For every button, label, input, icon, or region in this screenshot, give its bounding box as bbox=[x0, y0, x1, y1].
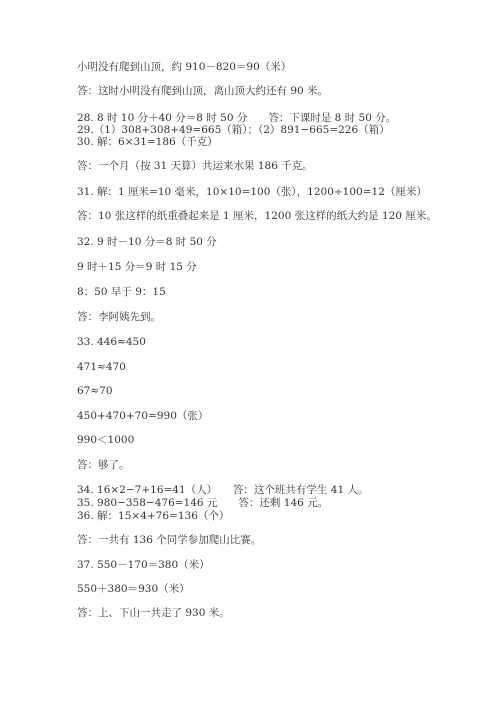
text-line: 32. 9 时－10 分＝8 时 50 分 bbox=[77, 236, 217, 248]
text-line: 答：够了。 bbox=[77, 459, 130, 471]
text-line: 31. 解：1 厘米=10 毫米，10×10=100（张），1200÷100=12（厘米） bbox=[77, 186, 427, 198]
text-line: 33. 446≈450 bbox=[77, 336, 146, 348]
text-line: 答：10 张这样的纸重叠起来是 1 厘米，1200 张这样的纸大约是 120 厘米。 bbox=[77, 210, 437, 222]
text-line: 450+470+70=990（张） bbox=[77, 410, 209, 422]
text-line: 990＜1000 bbox=[77, 434, 135, 446]
text-line: 37. 550－170＝380（米） bbox=[77, 559, 210, 571]
text-line: 29.（1）308+308+49=665（箱）；（2）891−665=226（箱） bbox=[77, 124, 390, 136]
text-line: 答：这时小明没有爬到山顶，离山顶大约还有 90 米。 bbox=[77, 85, 329, 97]
text-line: 8：50 早于 9：15 bbox=[77, 286, 166, 298]
text-line: 答：一共有 136 个同学参加爬山比赛。 bbox=[77, 534, 262, 546]
text-line: 9 时＋15 分＝9 时 15 分 bbox=[77, 261, 197, 273]
text-line: 471≈470 bbox=[77, 361, 126, 373]
text-line: 28. 8 时 10 分＋40 分＝8 时 50 分 答：下课时是 8 时 50 分。 bbox=[77, 112, 397, 124]
text-line: 67≈70 bbox=[77, 385, 113, 397]
text-line: 35. 980−358−476=146 元 答：还剩 146 元。 bbox=[77, 497, 329, 509]
text-line: 550＋380＝930（米） bbox=[77, 583, 190, 595]
text-line: 答：一个月（按 31 天算）共运来水果 186 千克。 bbox=[77, 160, 313, 172]
text-line: 30. 解：6×31=186（千克） bbox=[77, 136, 218, 148]
text-line: 答：上、下山一共走了 930 米。 bbox=[77, 607, 230, 619]
text-line: 小明没有爬到山顶，约 910－820＝90（米） bbox=[77, 61, 292, 73]
text-line: 36. 解：15×4+76=136（个） bbox=[77, 510, 230, 522]
text-line: 答：李阿姨先到。 bbox=[77, 311, 161, 323]
text-line: 34. 16×2−7+16=41（人） 答：这个班共有学生 41 人。 bbox=[77, 484, 369, 496]
